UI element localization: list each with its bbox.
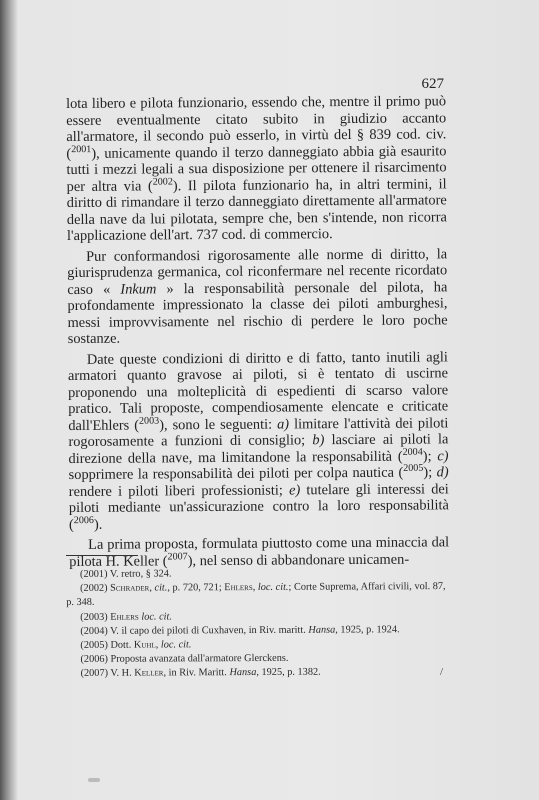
footnote-2003: (2003) Ehlers loc. cit. (80, 611, 172, 623)
author-name: Keller (134, 667, 164, 680)
footnote-ref: 2004 (402, 446, 423, 458)
footnote-2006: (2006) Proposta avanzata dall'armatore Glerckens. (80, 653, 289, 666)
body-text (66, 93, 449, 570)
page-number: 627 (421, 76, 444, 92)
ship-name: Inkum (120, 280, 157, 298)
footnotes (66, 566, 451, 682)
list-marker: e) (288, 481, 301, 498)
paragraph-3: Date queste condizioni di diritto e di fatto, tanto inutili agli armatori quanto gravose ai piloti, si è tentato di uscirne proponendo una molteplicità di espedienti di scarso valore pratico. Tali proposte, compendiosamente elencate e criticate dall'Ehlers ($^{2003}$), sono le seguenti: a) limitare l'attività dei piloti rogorosamente a funzioni di consiglio; b) lasciare ai piloti la direzione della nave, ma limitandone la responsabilità ($^{2004}$); c) sopprimere la responsabilità dei piloti per colpa nautica ($^{2005}$); d) rendere i piloti liberi professionisti; e) tutelare gli interessi dei piloti mediante un'assicurazione contro la loro responsabilità ($^{2006}$). (67, 348, 449, 533)
paper-smudge (88, 778, 100, 782)
paragraph-2: Pur conformandosi rigorosamente alle norme di diritto, la giurisprudenza germanica, col riconfermare nel recente ricordato caso « Inkum » la responsabilità personale del pilota, ha profondamente impressionato la classe dei piloti amburghesi, messi improvvisamente nel rischio di perdere le loro poche sostanze. (67, 245, 448, 347)
footnote-separator (66, 555, 138, 556)
list-marker: b) (312, 432, 325, 449)
footnote-2005: (2005) Dott. Kuhl, loc. cit. (80, 639, 192, 651)
footnote-ref: 2001 (71, 143, 92, 155)
list-marker: d) (436, 464, 449, 481)
footnote-2002: (2002) Schrader, cit., p. 720, 721; Ehlers, loc. cit.; Corte Suprema, Affari civili, vol. 87, p. 348. (66, 581, 446, 609)
author-name: Kuhl (133, 639, 156, 651)
pencil-mark: / (440, 666, 444, 678)
book-spine-shadow (0, 0, 18, 800)
footnote-ref: 2007 (167, 550, 188, 563)
author-name: Ehlers (224, 582, 253, 594)
footnote-2001: (2001) V. retro, § 324. (80, 568, 172, 580)
list-marker: a) (277, 415, 290, 433)
author-name: Ehlers (110, 611, 139, 623)
journal-name: Hansa (308, 624, 336, 636)
list-marker: c) (437, 447, 449, 464)
paragraph-4: La prima proposta, formulata piuttosto come una minaccia dal pilota H. Keller ($^{2007}$), nel senso di abbandonare unicamen- (69, 534, 450, 570)
author-name: Schrader (110, 582, 150, 594)
footnote-ref: 2005 (403, 462, 424, 474)
paragraph-1: lota libero e pilota funzionario, essendo che, mentre il primo può essere eventualmente citato subito in giudizio accanto all'armatore, il secondo può esserlo, in virtù del § 839 cod. civ. ($^{2001}$), unicamente quando il terzo danneggiato abbia già esaurito tutti i mezzi legali a sua disposizione per ottenere il risarcimento per altra via ($^{2002}$). Il pilota funzionario ha, in altri termini, il diritto di rimandare il terzo danneggiato direttamente all'armatore della nave da lui pilotata, sempre che, ben s'intende, non ricorra l'applicazione dell'art. 737 cod. di commercio. (66, 93, 447, 244)
journal-name: Hansa (229, 667, 257, 679)
footnote-ref: 2002 (152, 175, 173, 188)
footnote-ref: 2006 (73, 514, 94, 526)
footnote-2004: (2004) V. il capo dei piloti di Cuxhaven, in Riv. maritt. Hansa, 1925, p. 1924. (80, 624, 400, 637)
footnote-2007: (2007) V. H. Keller, in Riv. Maritt. Hansa, 1925, p. 1382. (80, 667, 321, 680)
footnote-ref: 2003 (138, 415, 160, 427)
